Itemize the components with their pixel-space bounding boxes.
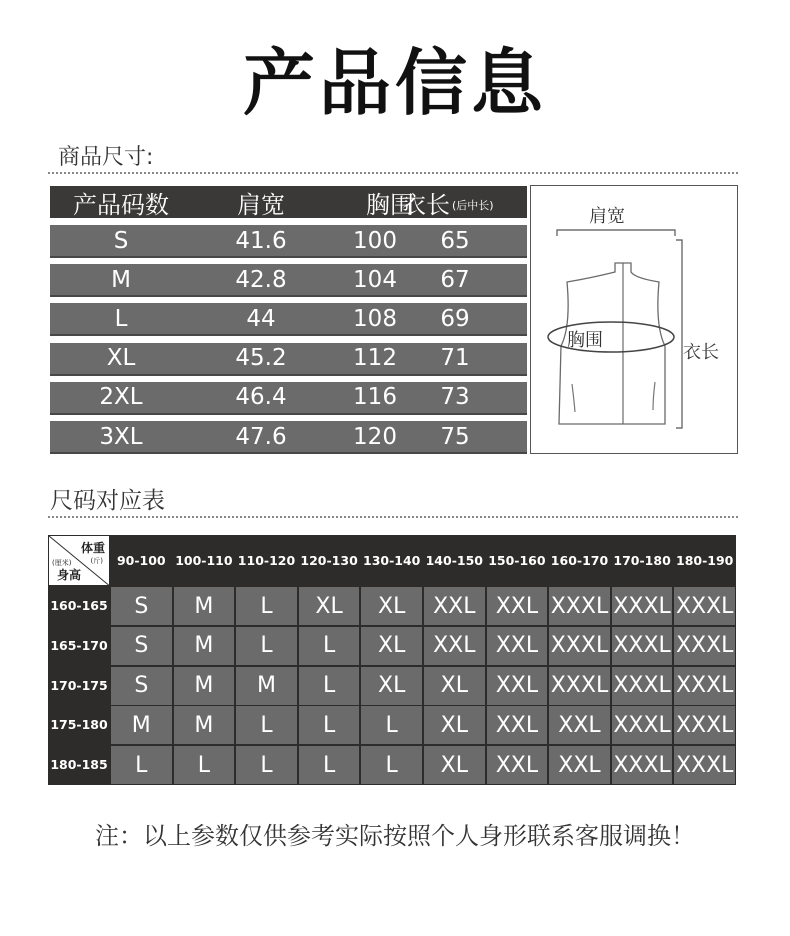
size-row bbox=[50, 421, 527, 454]
vest-illustration bbox=[531, 186, 739, 455]
height-unit: (厘米) bbox=[52, 559, 72, 567]
size-cell-size: 2XL bbox=[99, 384, 143, 411]
size-cell-chest: 108 bbox=[353, 305, 397, 332]
size-recommendation-cell: XL bbox=[424, 667, 485, 705]
size-recommendation-cell: XXXL bbox=[674, 706, 735, 744]
header-length-note: (后中长) bbox=[452, 199, 494, 212]
size-recommendation-cell: XXL bbox=[549, 746, 610, 784]
size-recommendation-cell: L bbox=[299, 667, 360, 705]
size-recommendation-cell: XXL bbox=[487, 706, 548, 744]
size-cell-size: 3XL bbox=[99, 423, 143, 450]
height-row-label: 165-170 bbox=[50, 637, 108, 653]
size-row bbox=[50, 303, 527, 336]
size-recommendation-cell: XXL bbox=[549, 706, 610, 744]
table-corner bbox=[48, 535, 110, 586]
divider bbox=[48, 516, 738, 518]
size-cell-shoulder: 44 bbox=[246, 305, 276, 332]
footnote: 注：以上参数仅供参考实际按照个人身形联系客服调换！ bbox=[95, 822, 695, 850]
size-cell-size: XL bbox=[106, 345, 136, 372]
size-recommendation-cell: L bbox=[174, 746, 235, 784]
size-recommendation-cell: L bbox=[299, 627, 360, 665]
size-recommendation-cell: M bbox=[174, 706, 235, 744]
weight-header: 体重 bbox=[80, 541, 105, 555]
weight-unit: (斤) bbox=[90, 557, 103, 565]
weight-column-header: 160-170 bbox=[550, 553, 609, 568]
size-recommendation-cell: XXXL bbox=[674, 587, 735, 625]
size-recommendation-cell: XL bbox=[361, 667, 422, 705]
size-cell-chest: 112 bbox=[353, 345, 397, 372]
size-recommendation-cell: XL bbox=[361, 587, 422, 625]
size-row bbox=[50, 264, 527, 297]
size-recommendation-cell: M bbox=[174, 627, 235, 665]
size-recommendation-cell: XXL bbox=[424, 587, 485, 625]
size-recommendation-cell: L bbox=[111, 746, 172, 784]
header-length-label: 衣长 bbox=[402, 190, 450, 219]
page-title: 产品信息 bbox=[242, 41, 547, 125]
header-size: 产品码数 bbox=[73, 190, 169, 219]
garment-diagram bbox=[530, 185, 738, 454]
size-cell-length: 65 bbox=[440, 227, 470, 254]
size-recommendation-cell: XXXL bbox=[549, 587, 610, 625]
weight-column-header: 100-110 bbox=[175, 553, 233, 568]
size-cell-chest: 104 bbox=[353, 266, 397, 293]
header-chest: 胸围 bbox=[366, 190, 414, 219]
size-row bbox=[50, 343, 527, 376]
header-shoulder: 肩宽 bbox=[237, 190, 285, 219]
size-recommendation-cell: XXXL bbox=[612, 746, 673, 784]
size-recommendation-cell: XL bbox=[424, 706, 485, 744]
size-recommendation-cell: L bbox=[361, 706, 422, 744]
size-recommendation-cell: M bbox=[174, 587, 235, 625]
divider bbox=[48, 172, 738, 174]
size-recommendation-cell: L bbox=[299, 746, 360, 784]
size-cell-length: 67 bbox=[440, 266, 470, 293]
size-section-label: 商品尺寸: bbox=[58, 145, 154, 170]
correspondence-label: 尺码对应表 bbox=[50, 488, 165, 514]
size-recommendation-cell: XXXL bbox=[674, 667, 735, 705]
size-cell-size: M bbox=[111, 266, 131, 293]
size-recommendation-cell: XXL bbox=[487, 667, 548, 705]
size-recommendation-cell: XXXL bbox=[674, 627, 735, 665]
size-recommendation-cell: XXL bbox=[487, 587, 548, 625]
size-cell-length: 73 bbox=[440, 384, 470, 411]
length-label: 衣长 bbox=[683, 342, 719, 363]
weight-column-header: 180-190 bbox=[676, 553, 734, 568]
weight-column-header: 120-130 bbox=[300, 553, 358, 568]
size-recommendation-cell: L bbox=[236, 627, 297, 665]
size-recommendation-cell: XL bbox=[299, 587, 360, 625]
weight-column-header: 140-150 bbox=[425, 553, 483, 568]
size-recommendation-cell: XXXL bbox=[612, 667, 673, 705]
size-recommendation-cell: XXXL bbox=[612, 587, 673, 625]
size-recommendation-cell: XL bbox=[424, 746, 485, 784]
height-row-label: 160-165 bbox=[50, 598, 108, 613]
height-row-label: 175-180 bbox=[50, 717, 108, 733]
size-row bbox=[50, 382, 527, 415]
size-cell-size: L bbox=[114, 305, 128, 332]
weight-column-header: 90-100 bbox=[116, 553, 166, 568]
size-recommendation-cell: XXL bbox=[487, 627, 548, 665]
shoulder-label: 肩宽 bbox=[589, 206, 625, 227]
weight-column-header: 110-120 bbox=[237, 553, 296, 568]
size-recommendation-cell: XXL bbox=[487, 746, 548, 784]
size-table-header bbox=[50, 186, 527, 218]
weight-column-header: 130-140 bbox=[363, 553, 421, 568]
height-row-label: 180-185 bbox=[50, 757, 108, 773]
size-cell-shoulder: 47.6 bbox=[235, 423, 287, 450]
size-cell-length: 71 bbox=[440, 345, 470, 372]
size-cell-shoulder: 46.4 bbox=[235, 384, 287, 411]
size-recommendation-cell: XL bbox=[361, 627, 422, 665]
size-cell-shoulder: 41.6 bbox=[235, 227, 287, 254]
chest-label: 胸围 bbox=[567, 330, 603, 351]
height-row-label: 170-175 bbox=[50, 677, 108, 693]
weight-column-header: 150-160 bbox=[488, 553, 546, 568]
size-recommendation-cell: S bbox=[111, 587, 172, 625]
height-header: 身高 bbox=[57, 568, 82, 582]
size-cell-size: S bbox=[113, 227, 129, 254]
size-recommendation-cell: M bbox=[236, 667, 297, 705]
size-cell-chest: 100 bbox=[353, 227, 397, 254]
size-recommendation-cell: XXXL bbox=[549, 627, 610, 665]
size-cell-length: 75 bbox=[440, 423, 470, 450]
weight-column-header: 170-180 bbox=[613, 553, 671, 568]
size-recommendation-cell: XXXL bbox=[674, 746, 735, 784]
size-cell-chest: 116 bbox=[353, 384, 397, 411]
size-correspondence-table bbox=[48, 535, 736, 785]
size-recommendation-cell: XXL bbox=[424, 627, 485, 665]
size-cell-chest: 120 bbox=[353, 423, 397, 450]
size-row bbox=[50, 225, 527, 258]
size-recommendation-cell: M bbox=[174, 667, 235, 705]
size-cell-shoulder: 42.8 bbox=[235, 266, 287, 293]
header-length bbox=[402, 186, 527, 218]
size-recommendation-cell: L bbox=[299, 706, 360, 744]
size-recommendation-cell: XXXL bbox=[612, 627, 673, 665]
size-recommendation-cell: L bbox=[236, 706, 297, 744]
size-recommendation-cell: S bbox=[111, 627, 172, 665]
size-cell-length: 69 bbox=[440, 305, 470, 332]
size-recommendation-cell: XXXL bbox=[612, 706, 673, 744]
size-cell-shoulder: 45.2 bbox=[235, 345, 287, 372]
size-recommendation-cell: L bbox=[236, 587, 297, 625]
size-recommendation-cell: M bbox=[111, 706, 172, 744]
size-recommendation-cell: L bbox=[236, 746, 297, 784]
size-recommendation-cell: L bbox=[361, 746, 422, 784]
size-recommendation-cell: S bbox=[111, 667, 172, 705]
size-recommendation-cell: XXXL bbox=[549, 667, 610, 705]
